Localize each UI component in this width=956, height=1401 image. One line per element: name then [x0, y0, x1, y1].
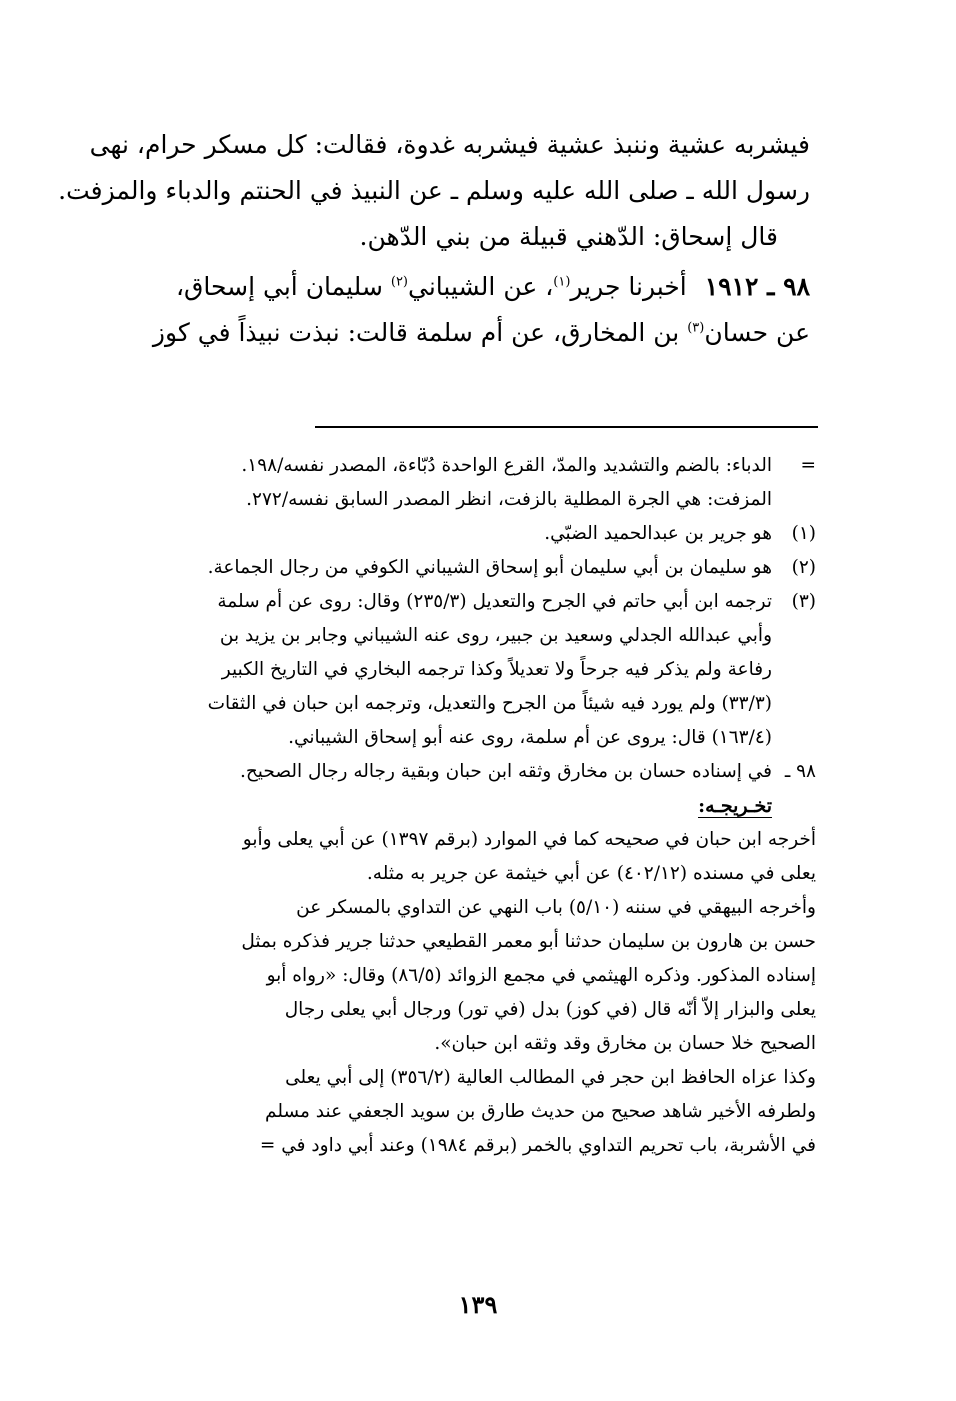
footnote-2: [106, 551, 816, 585]
page-number: ١٣٩: [458, 1290, 498, 1319]
footnote-ref: (١): [553, 274, 571, 290]
hadith-line: [120, 264, 810, 310]
footnote-line: في إسناده حسان بن مخارق وثقه ابن حبان وبقية رجاله رجال الصحيح.: [239, 761, 772, 782]
footnote-ref: (٣): [687, 320, 705, 336]
takhrij-line: يعلى في مسنده (٤٠٢/١٢) عن أبي خيثمة عن جرير به مثله.: [366, 863, 816, 884]
footnote-continued: [106, 449, 816, 517]
footnote-line: ترجمه ابن أبي حاتم في الجرح والتعديل (٢٣٥/٣) وقال: روى عن أم سلمة: [217, 591, 772, 612]
footnote-3: [106, 585, 816, 755]
hadith-text: عن حسان: [704, 318, 810, 347]
hadith-text: ، عن الشيباني: [408, 272, 554, 301]
continuation-mark: =: [800, 455, 816, 476]
takhrij-heading: تخـريجـه:: [698, 795, 772, 817]
footnotes: [106, 449, 816, 1163]
takhrij-line: وكذا عزاه الحافظ ابن حجر في المطالب العالية (٣٥٦/٢) إلى أبي يعلى: [285, 1067, 816, 1088]
takhrij-line: في الأشربة، باب تحريم التداوي بالخمر (برقم ١٩٨٤) وعند أبي داود في =: [259, 1135, 816, 1156]
takhrij-line: وأخرجه البيهقي في سننه (٥/١٠) باب النهي عن التداوي بالمسكر عن: [296, 897, 816, 918]
hadith-number: ٩٨ ـ ١٩١٢: [704, 272, 810, 301]
footnote-1: [106, 517, 816, 551]
footnote-ref: (٢): [390, 274, 408, 290]
hadith-text: سليمان أبي إسحاق،: [175, 272, 391, 301]
main-text-line: رسول الله ـ صلى الله عليه وسلم ـ عن النبيذ في الحنتم والدباء والمزفت.: [58, 176, 810, 205]
takhrij-line: الصحيح خلا حسان بن مخارق وقد وثقه ابن حبان».: [434, 1033, 816, 1054]
footnote-line: هو جرير بن عبدالحميد الضبّي.: [544, 523, 772, 544]
hadith-text: بن المخارق، عن أم سلمة قالت: نبذت نبيذاً في كوز: [152, 318, 688, 347]
footnote-marker: (٣): [791, 591, 816, 612]
hadith-text: أخبرنا جرير: [570, 272, 687, 301]
footnote-marker: (٢): [791, 557, 816, 578]
takhrij-line: حسن بن هارون بن سليمان حدثنا أبو معمر القطيعي حدثنا جرير فذكره بمثل: [241, 931, 816, 952]
hadith-line: [120, 310, 810, 356]
main-text-line: فيشربه عشية وننبذ عشية فيشربه غدوة، فقالت: كل مسكر حرام، نهى: [89, 130, 810, 159]
footnote-line: الدباء: بالضم والتشديد والمدّ، القرع الواحدة دُبّاءة، المصدر نفسه/١٩٨.: [241, 455, 772, 476]
footnote-line: المزفت: هي الجرة المطلية بالزفت، انظر المصدر السابق نفسه/٢٧٢.: [246, 489, 772, 510]
footnote-separator: [315, 426, 818, 428]
main-text: [58, 122, 810, 356]
footnote-line: وأبي عبدالله الجدلي وسعيد بن جبير، روى عنه الشيباني وجابر بن يزيد بن: [219, 625, 772, 646]
takhrij-line: أخرجه ابن حبان في صحيحه كما في الموارد (برقم ١٣٩٧) عن أبي يعلى وأبو: [242, 829, 816, 850]
takhrij-body: [106, 823, 816, 1163]
footnote-line: (٣٣/٣) ولم يورد فيه شيئاً من الجرح والتعديل، وترجمه ابن حبان في الثقات: [207, 693, 772, 714]
takhrij-line: ولطرفه الأخير شاهد صحيح من حديث طارق بن سويد الجعفي عند مسلم: [265, 1101, 816, 1122]
footnote-98: [106, 755, 816, 823]
footnote-marker: (١): [791, 523, 816, 544]
takhrij-line: يعلى والبزار إلاّ أنّه قال (في كوز) بدل (في تور) ورجال أبي يعلى رجال: [284, 999, 816, 1020]
footnote-marker: ٩٨ ـ: [784, 761, 816, 782]
footnote-line: هو سليمان بن أبي سليمان أبو إسحاق الشيباني الكوفي من رجال الجماعة.: [207, 557, 772, 578]
footnote-line: (١٦٣/٤) قال: يروى عن أم سلمة، روى عنه أبو إسحاق الشيباني.: [288, 727, 772, 748]
takhrij-line: إسناده المذكور. وذكره الهيثمي في مجمع الزوائد (٨٦/٥) وقال: «رواه أبو: [266, 965, 816, 986]
footnote-line: رفاعة ولم يذكر فيه جرحاً ولا تعديلاً وكذا ترجمه البخاري في التاريخ الكبير: [221, 659, 772, 680]
main-text-line: قال إسحاق: الدّهني قبيلة من بني الدّهن.: [359, 222, 778, 251]
